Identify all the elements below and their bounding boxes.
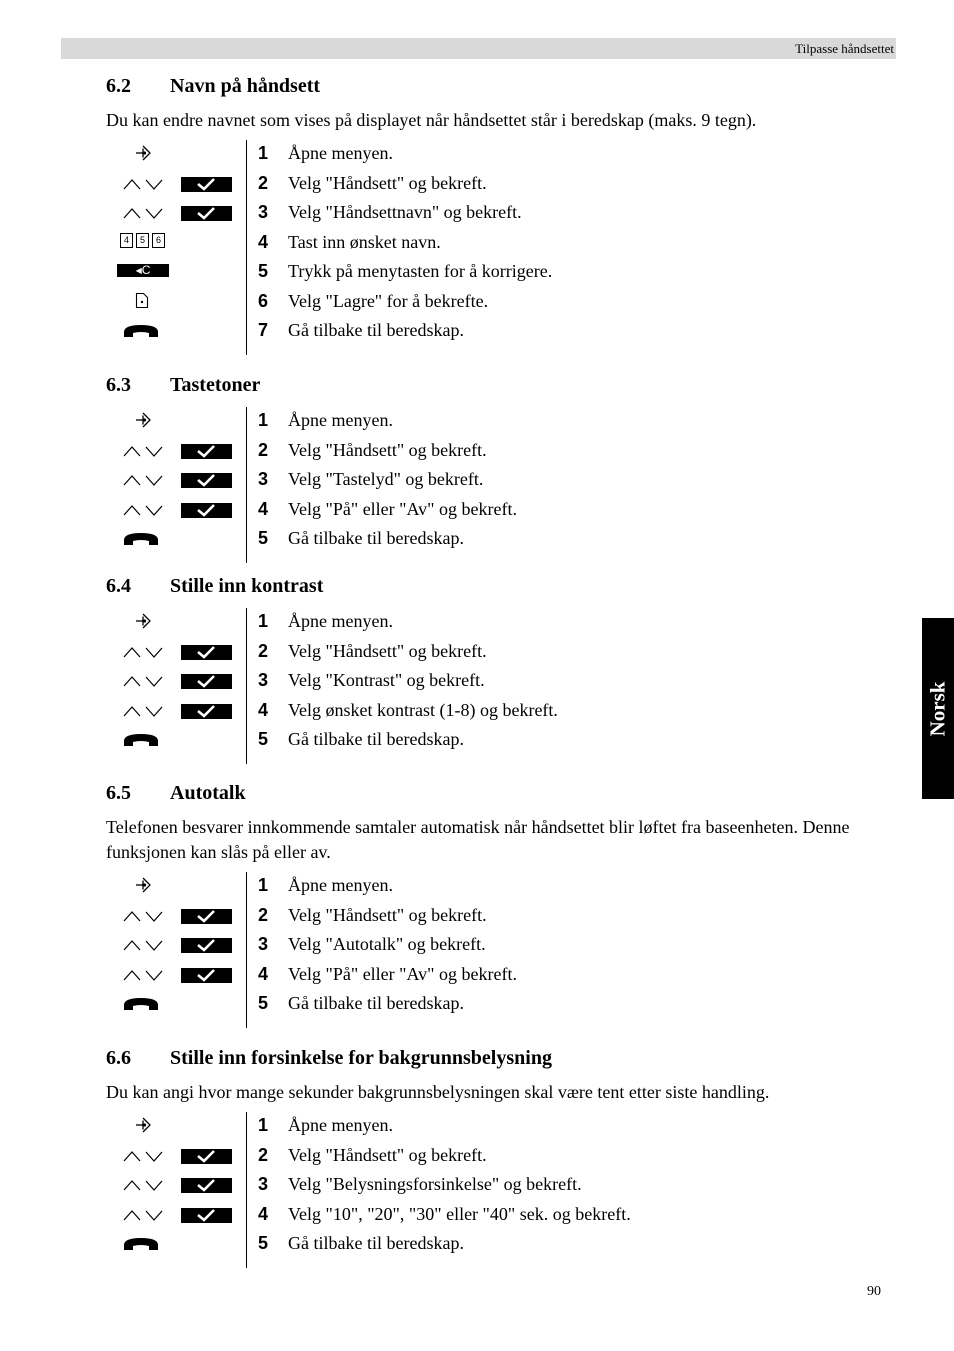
up-down-nav-icon (122, 177, 166, 191)
step-number: 6 (257, 290, 268, 311)
end-call-icon (123, 532, 159, 546)
step-number: 2 (257, 439, 268, 460)
step-number: 1 (257, 410, 268, 430)
backspace-arrow: ◀ (135, 266, 142, 275)
page-number: 90 (867, 1284, 881, 1299)
step-number: 1 (257, 1115, 268, 1135)
end-call-icon (123, 1237, 159, 1251)
step-number: 2 (257, 904, 268, 925)
step-row (106, 259, 906, 289)
step-number: 1 (257, 611, 268, 631)
step-text: Velg "På" eller "Av" og bekreft. (288, 963, 517, 984)
step-row (106, 991, 906, 1021)
keypad-icon (120, 233, 166, 248)
step-row (106, 1172, 906, 1202)
page-header (61, 38, 896, 59)
step-text: Gå tilbake til beredskap. (288, 1233, 464, 1253)
step-row (106, 668, 906, 698)
step-text: Velg "Autotalk" og bekreft. (288, 934, 486, 954)
step-row (106, 873, 906, 903)
section-title: Autotalk (170, 782, 246, 804)
menu-key-icon (134, 875, 154, 895)
step-icons (106, 526, 241, 555)
step-text: Åpne menyen. (288, 143, 393, 163)
step-number: 2 (257, 640, 268, 661)
menu-key-icon (134, 1115, 154, 1135)
up-down-nav-icon (122, 1178, 166, 1192)
step-list (106, 141, 906, 348)
confirm-key-icon (181, 473, 232, 488)
step-text: Åpne menyen. (288, 875, 393, 895)
step-text: Trykk på menytasten for å korrigere. (288, 261, 553, 281)
step-icons (106, 200, 241, 229)
language-tab (922, 618, 954, 799)
keypad-key: 6 (152, 233, 165, 248)
section-intro: Telefonen besvarer innkommende samtaler automatisk når håndsettet blir løftet fra baseenheten. Denne funksjonen kan slås på eller av. (106, 817, 850, 862)
section-number: 6.5 (106, 782, 131, 804)
step-number: 4 (257, 699, 268, 720)
step-text: Velg "Tastelyd" og bekreft. (288, 469, 484, 489)
section-title: Navn på håndsett (170, 75, 321, 97)
step-row (106, 497, 906, 527)
step-number: 5 (257, 261, 268, 281)
step-text: Velg "Håndsett" og bekreft. (288, 1144, 487, 1165)
step-number: 5 (257, 528, 268, 548)
step-number: 4 (257, 963, 268, 984)
section-6-6 (106, 1047, 906, 1261)
step-number: 5 (257, 1233, 268, 1253)
section-6-4 (106, 575, 906, 757)
up-down-nav-icon (122, 206, 166, 220)
confirm-key-icon (181, 645, 232, 660)
backspace-key-label: C (141, 263, 151, 277)
step-icons (106, 1202, 241, 1231)
step-icons (106, 698, 241, 727)
step-row (106, 230, 906, 260)
step-text: Velg "Håndsett" og bekreft. (288, 172, 487, 193)
save-key-icon (135, 292, 149, 309)
section-heading (106, 75, 906, 101)
confirm-key-icon (181, 909, 232, 924)
confirm-key-icon (181, 503, 232, 518)
step-row (106, 1202, 906, 1232)
end-call-icon (123, 733, 159, 747)
step-row (106, 1113, 906, 1143)
step-row (106, 141, 906, 171)
section-number: 6.6 (106, 1047, 131, 1069)
menu-key-icon (134, 143, 154, 163)
step-row (106, 467, 906, 497)
step-text: Velg "Håndsett" og bekreft. (288, 904, 487, 925)
step-number: 3 (257, 670, 268, 690)
step-icons (106, 639, 241, 668)
up-down-nav-icon (122, 1208, 166, 1222)
step-text: Velg "På" eller "Av" og bekreft. (288, 498, 517, 519)
section-title: Stille inn forsinkelse for bakgrunnsbelysning (170, 1047, 552, 1069)
step-icons (106, 259, 241, 288)
step-row (106, 438, 906, 468)
step-list (106, 408, 906, 556)
step-text: Velg "Lagre" for å bekrefte. (288, 290, 489, 311)
up-down-nav-icon (122, 968, 166, 982)
step-icons (106, 408, 241, 437)
confirm-key-icon (181, 444, 232, 459)
section-heading (106, 1047, 906, 1073)
step-text: Gå tilbake til beredskap. (288, 320, 464, 340)
step-row (106, 932, 906, 962)
step-list (106, 609, 906, 757)
step-text: Velg "Kontrast" og bekreft. (288, 670, 485, 690)
step-list (106, 1113, 906, 1261)
step-row (106, 171, 906, 201)
up-down-nav-icon (122, 674, 166, 688)
keypad-key: 4 (120, 233, 133, 248)
step-number: 4 (257, 498, 268, 519)
step-icons (106, 171, 241, 200)
language-tab-label: Norsk (925, 681, 950, 736)
section-number: 6.3 (106, 374, 131, 396)
step-row (106, 289, 906, 319)
confirm-key-icon (181, 704, 232, 719)
step-icons (106, 668, 241, 697)
step-icons (106, 497, 241, 526)
up-down-nav-icon (122, 645, 166, 659)
step-icons (106, 991, 241, 1020)
up-down-nav-icon (122, 704, 166, 718)
step-icons (106, 289, 241, 318)
step-row (106, 727, 906, 757)
step-text: Velg "Håndsettnavn" og bekreft. (288, 202, 522, 222)
step-row (106, 1231, 906, 1261)
menu-key-icon (134, 410, 154, 430)
step-icons (106, 727, 241, 756)
step-number: 3 (257, 469, 268, 489)
step-row (106, 639, 906, 669)
section-6-3 (106, 374, 906, 556)
step-icons (106, 467, 241, 496)
step-number: 1 (257, 875, 268, 895)
step-icons (106, 1231, 241, 1260)
step-icons (106, 903, 241, 932)
step-row (106, 200, 906, 230)
step-row (106, 1143, 906, 1173)
step-number: 1 (257, 143, 268, 163)
step-list (106, 873, 906, 1021)
step-icons (106, 438, 241, 467)
step-text: Åpne menyen. (288, 410, 393, 430)
up-down-nav-icon (122, 444, 166, 458)
step-number: 5 (257, 993, 268, 1013)
step-number: 4 (257, 231, 268, 252)
confirm-key-icon (181, 206, 232, 221)
step-number: 5 (257, 729, 268, 749)
step-text: Tast inn ønsket navn. (288, 231, 441, 252)
confirm-key-icon (181, 674, 232, 689)
step-icons (106, 318, 241, 347)
step-number: 3 (257, 1174, 268, 1194)
backspace-key-icon (117, 264, 169, 277)
step-text: Åpne menyen. (288, 611, 393, 631)
step-text: Velg ønsket kontrast (1-8) og bekreft. (288, 699, 558, 720)
section-title: Tastetoner (170, 374, 261, 396)
section-6-5 (106, 782, 906, 1021)
step-icons (106, 873, 241, 902)
confirm-key-icon (181, 968, 232, 983)
step-row (106, 698, 906, 728)
menu-key-icon (134, 611, 154, 631)
confirm-key-icon (181, 1208, 232, 1223)
step-text: Gå tilbake til beredskap. (288, 528, 464, 548)
step-text: Åpne menyen. (288, 1115, 393, 1135)
section-heading (106, 575, 906, 601)
step-text: Velg "Håndsett" og bekreft. (288, 439, 487, 460)
step-number: 4 (257, 1203, 268, 1224)
step-text: Velg "Håndsett" og bekreft. (288, 640, 487, 661)
step-text: Velg "Belysningsforsinkelse" og bekreft. (288, 1174, 582, 1194)
step-icons (106, 962, 241, 991)
section-heading (106, 782, 906, 808)
up-down-nav-icon (122, 909, 166, 923)
step-row (106, 609, 906, 639)
step-row (106, 408, 906, 438)
section-heading (106, 374, 906, 400)
step-row (106, 318, 906, 348)
header-title: Tilpasse håndsettet (795, 41, 894, 56)
step-number: 3 (257, 202, 268, 222)
keypad-key: 5 (136, 233, 149, 248)
step-row (106, 903, 906, 933)
step-row (106, 962, 906, 992)
step-icons (106, 932, 241, 961)
up-down-nav-icon (122, 1149, 166, 1163)
step-icons (106, 1113, 241, 1142)
up-down-nav-icon (122, 938, 166, 952)
confirm-key-icon (181, 938, 232, 953)
step-number: 2 (257, 172, 268, 193)
step-icons (106, 1172, 241, 1201)
step-icons (106, 230, 241, 259)
step-number: 3 (257, 934, 268, 954)
section-6-2 (106, 75, 906, 348)
confirm-key-icon (181, 1178, 232, 1193)
section-number: 6.2 (106, 75, 131, 97)
up-down-nav-icon (122, 473, 166, 487)
step-row (106, 526, 906, 556)
step-number: 2 (257, 1144, 268, 1165)
end-call-icon (123, 324, 159, 338)
section-intro: Du kan endre navnet som vises på displayet når håndsettet står i beredskap (maks. 9 tegn). (106, 110, 757, 130)
step-icons (106, 1143, 241, 1172)
section-number: 6.4 (106, 575, 131, 597)
section-title: Stille inn kontrast (170, 575, 324, 597)
step-icons (106, 609, 241, 638)
step-text: Gå tilbake til beredskap. (288, 993, 464, 1013)
end-call-icon (123, 997, 159, 1011)
up-down-nav-icon (122, 503, 166, 517)
confirm-key-icon (181, 1149, 232, 1164)
confirm-key-icon (181, 177, 232, 192)
step-icons (106, 141, 241, 170)
step-number: 7 (257, 320, 268, 340)
section-intro: Du kan angi hvor mange sekunder bakgrunnsbelysningen skal være tent etter siste handling. (106, 1082, 770, 1102)
step-text: Velg "10", "20", "30" eller "40" sek. og bekreft. (288, 1203, 631, 1224)
step-text: Gå tilbake til beredskap. (288, 729, 464, 749)
